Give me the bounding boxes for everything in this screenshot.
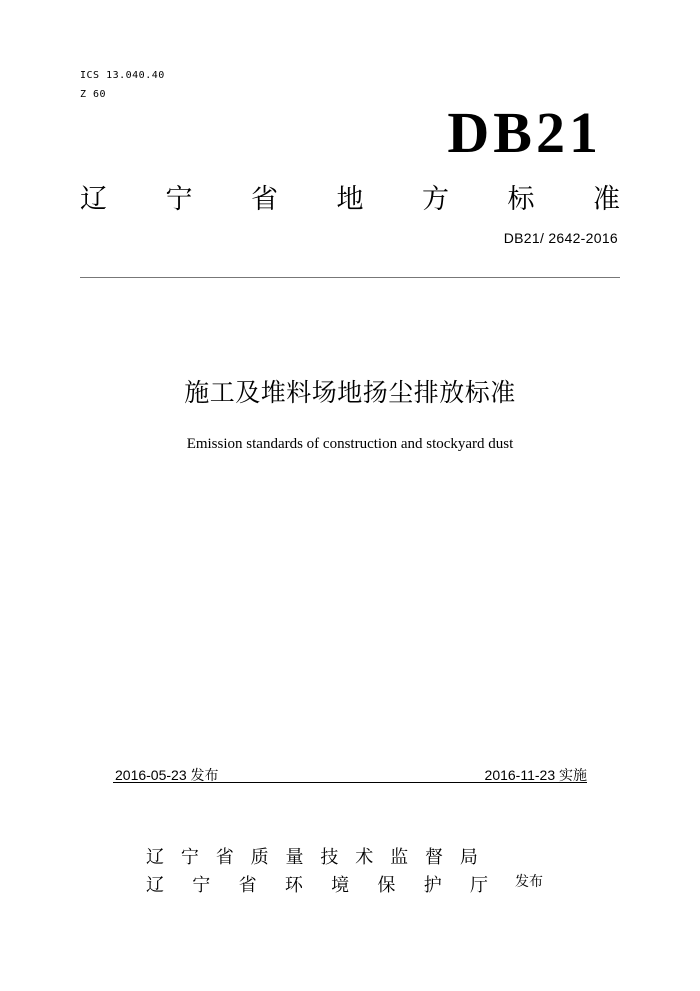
header-divider <box>80 277 620 278</box>
standard-type-char: 方 <box>422 184 449 215</box>
agency-char: 技 <box>320 847 339 868</box>
agency-char: 境 <box>331 875 350 896</box>
date-row <box>113 765 587 783</box>
ics-code: ICS 13.040.40 <box>80 70 165 81</box>
agency-char: 宁 <box>192 875 211 896</box>
standard-type-char: 地 <box>336 184 364 215</box>
agency-char: 宁 <box>180 847 199 868</box>
agency-char: 局 <box>459 847 478 868</box>
standard-type-char: 宁 <box>165 184 193 215</box>
agency-char: 量 <box>285 847 304 868</box>
issuing-agency-1 <box>146 849 478 867</box>
agency-char: 监 <box>390 847 409 868</box>
agency-char: 督 <box>425 847 443 868</box>
agency-char: 辽 <box>146 875 164 896</box>
standard-type-char: 准 <box>593 184 620 215</box>
agency-char: 省 <box>238 875 257 896</box>
standard-type-char: 省 <box>251 184 278 215</box>
title-chinese: 施工及堆料场地扬尘排放标准 <box>184 378 516 407</box>
agency-char: 环 <box>284 875 303 896</box>
implementation-date: 2016-11-23 实施 <box>484 767 587 783</box>
standard-number: DB21/ 2642-2016 <box>503 230 618 246</box>
agency-char: 保 <box>377 875 396 896</box>
agency-char: 护 <box>423 875 442 896</box>
agency-char: 术 <box>355 847 374 868</box>
publish-label: 发布 <box>515 874 543 890</box>
agency-char: 辽 <box>146 847 164 868</box>
db-logo: DB21 <box>447 100 602 165</box>
ccs-code: Z 60 <box>80 89 107 100</box>
agency-char: 省 <box>215 847 234 868</box>
agency-char: 质 <box>250 847 269 868</box>
issue-date: 2016-05-23 发布 <box>115 767 219 783</box>
standard-type-char: 辽 <box>80 184 107 215</box>
standard-type <box>80 186 620 213</box>
title-english: Emission standards of construction and stockyard dust <box>186 436 514 452</box>
agency-char: 厅 <box>469 875 488 896</box>
issuing-agency-2 <box>146 877 488 895</box>
standard-type-char: 标 <box>507 184 535 215</box>
